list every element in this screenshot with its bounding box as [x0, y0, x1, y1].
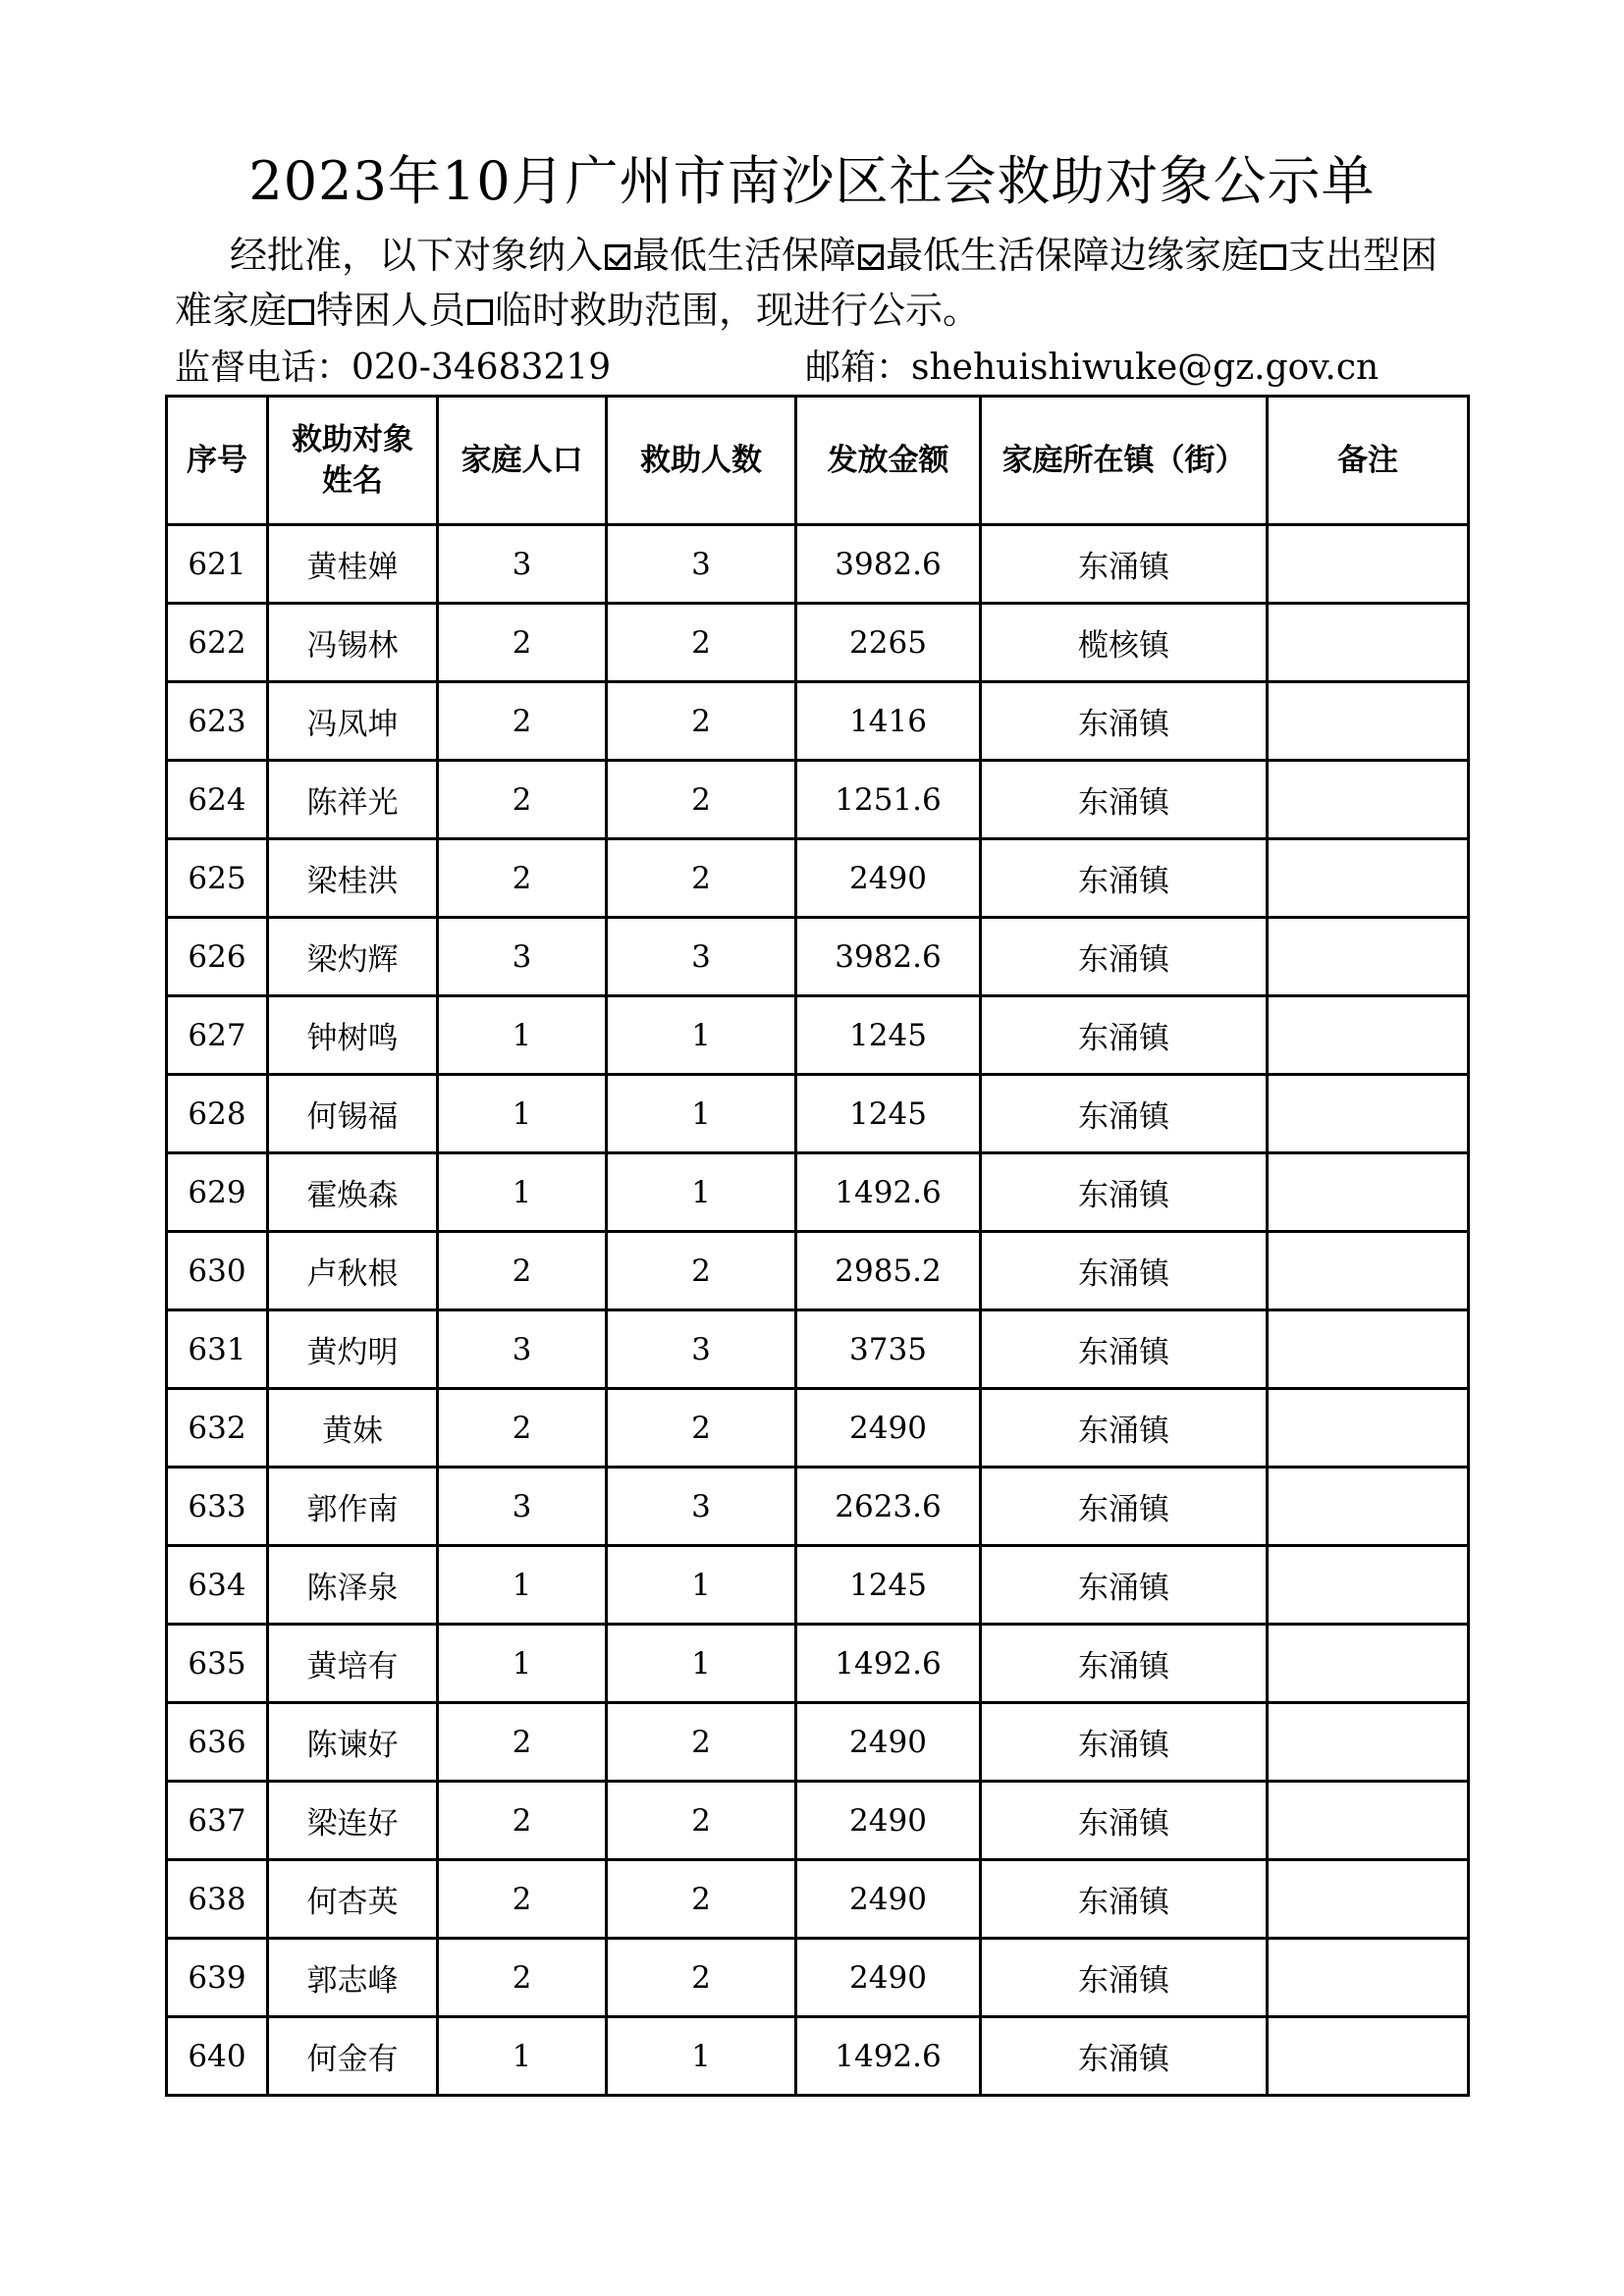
cell-remarks	[1268, 525, 1469, 604]
cell-aided-count: 1	[607, 996, 796, 1075]
option-label: 最低生活保障	[632, 234, 857, 277]
cell-aided-count: 2	[607, 682, 796, 761]
cell-household-size: 2	[438, 761, 607, 839]
header-town: 家庭所在镇（街）	[981, 397, 1268, 525]
cell-household-size: 3	[438, 1310, 607, 1389]
table-row	[167, 1153, 1469, 1232]
cell-remarks	[1268, 1468, 1469, 1546]
cell-remarks	[1268, 1232, 1469, 1310]
table-row	[167, 1782, 1469, 1860]
cell-serial: 632	[167, 1389, 268, 1468]
cell-serial: 626	[167, 918, 268, 996]
cell-aided-count: 1	[607, 1546, 796, 1625]
notice-paragraph	[175, 228, 1471, 338]
cell-name: 黄培有	[268, 1625, 438, 1703]
cell-amount: 2490	[796, 839, 981, 918]
cell-serial: 627	[167, 996, 268, 1075]
cell-name: 郭作南	[268, 1468, 438, 1546]
table-row	[167, 525, 1469, 604]
cell-town: 东涌镇	[981, 1782, 1268, 1860]
header-serial: 序号	[167, 397, 268, 525]
cell-household-size: 2	[438, 604, 607, 682]
cell-household-size: 2	[438, 1782, 607, 1860]
cell-aided-count: 2	[607, 1939, 796, 2017]
cell-amount: 1416	[796, 682, 981, 761]
cell-name: 霍焕森	[268, 1153, 438, 1232]
cell-amount: 1245	[796, 996, 981, 1075]
cell-aided-count: 1	[607, 1625, 796, 1703]
cell-aided-count: 2	[607, 1389, 796, 1468]
option-label: 临时救助	[495, 289, 645, 332]
cell-amount: 1492.6	[796, 1153, 981, 1232]
cell-name: 黄妹	[268, 1389, 438, 1468]
cell-name: 何锡福	[268, 1075, 438, 1153]
cell-serial: 629	[167, 1153, 268, 1232]
table-row	[167, 1389, 1469, 1468]
cell-remarks	[1268, 1153, 1469, 1232]
cell-aided-count: 3	[607, 525, 796, 604]
cell-remarks	[1268, 604, 1469, 682]
cell-household-size: 2	[438, 1703, 607, 1782]
cell-household-size: 2	[438, 682, 607, 761]
table-row	[167, 1468, 1469, 1546]
cell-amount: 3982.6	[796, 918, 981, 996]
table-row	[167, 1546, 1469, 1625]
cell-aided-count: 2	[607, 839, 796, 918]
header-household-size: 家庭人口	[438, 397, 607, 525]
cell-town: 东涌镇	[981, 1153, 1268, 1232]
cell-serial: 630	[167, 1232, 268, 1310]
cell-town: 东涌镇	[981, 2017, 1268, 2096]
cell-town: 东涌镇	[981, 1546, 1268, 1625]
cell-amount: 1245	[796, 1075, 981, 1153]
cell-town: 东涌镇	[981, 1703, 1268, 1782]
cell-amount: 2490	[796, 1703, 981, 1782]
cell-aided-count: 1	[607, 1075, 796, 1153]
table-row	[167, 604, 1469, 682]
cell-household-size: 1	[438, 1075, 607, 1153]
cell-name: 卢秋根	[268, 1232, 438, 1310]
cell-town: 东涌镇	[981, 918, 1268, 996]
cell-household-size: 2	[438, 839, 607, 918]
cell-household-size: 3	[438, 918, 607, 996]
table-row	[167, 1860, 1469, 1939]
cell-serial: 638	[167, 1860, 268, 1939]
cell-amount: 1492.6	[796, 1625, 981, 1703]
cell-remarks	[1268, 918, 1469, 996]
header-name: 救助对象 姓名	[268, 397, 438, 525]
cell-remarks	[1268, 1703, 1469, 1782]
cell-serial: 631	[167, 1310, 268, 1389]
cell-serial: 623	[167, 682, 268, 761]
cell-household-size: 1	[438, 996, 607, 1075]
cell-household-size: 2	[438, 1939, 607, 2017]
table-row	[167, 996, 1469, 1075]
cell-remarks	[1268, 996, 1469, 1075]
page-title: 2023年10月广州市南沙区社会救助对象公示单	[248, 150, 1376, 212]
option-label: 特困人员	[316, 289, 466, 332]
cell-remarks	[1268, 682, 1469, 761]
cell-aided-count: 1	[607, 2017, 796, 2096]
unchecked-box-icon	[289, 299, 314, 325]
cell-amount: 2490	[796, 1389, 981, 1468]
cell-town: 东涌镇	[981, 1232, 1268, 1310]
cell-aided-count: 2	[607, 1232, 796, 1310]
cell-town: 东涌镇	[981, 839, 1268, 918]
cell-aided-count: 2	[607, 761, 796, 839]
cell-amount: 2490	[796, 1782, 981, 1860]
cell-remarks	[1268, 1389, 1469, 1468]
cell-household-size: 1	[438, 1546, 607, 1625]
table-row	[167, 682, 1469, 761]
cell-remarks	[1268, 839, 1469, 918]
table-row	[167, 1310, 1469, 1389]
table-row	[167, 1939, 1469, 2017]
checked-box-icon	[858, 244, 884, 270]
table-row	[167, 1625, 1469, 1703]
header-aided-count: 救助人数	[607, 397, 796, 525]
header-remarks: 备注	[1268, 397, 1469, 525]
cell-town: 东涌镇	[981, 996, 1268, 1075]
cell-town: 东涌镇	[981, 1389, 1268, 1468]
assistance-table	[165, 395, 1470, 2097]
option-label: 支出型困难家庭	[175, 234, 1438, 332]
cell-household-size: 2	[438, 1232, 607, 1310]
cell-amount: 2490	[796, 1860, 981, 1939]
cell-name: 陈祥光	[268, 761, 438, 839]
cell-remarks	[1268, 1782, 1469, 1860]
cell-serial: 639	[167, 1939, 268, 2017]
cell-town: 东涌镇	[981, 1468, 1268, 1546]
cell-serial: 633	[167, 1468, 268, 1546]
table-header-row	[167, 397, 1469, 525]
cell-town: 东涌镇	[981, 761, 1268, 839]
cell-household-size: 1	[438, 2017, 607, 2096]
cell-amount: 2490	[796, 1939, 981, 2017]
cell-name: 郭志峰	[268, 1939, 438, 2017]
cell-name: 梁桂洪	[268, 839, 438, 918]
cell-amount: 2265	[796, 604, 981, 682]
table-body	[167, 525, 1469, 2096]
unchecked-box-icon	[1261, 244, 1286, 270]
cell-town: 东涌镇	[981, 1939, 1268, 2017]
cell-remarks	[1268, 1939, 1469, 2017]
cell-aided-count: 1	[607, 1153, 796, 1232]
cell-household-size: 3	[438, 1468, 607, 1546]
cell-amount: 2985.2	[796, 1232, 981, 1310]
option-label: 最低生活保障边缘家庭	[886, 234, 1260, 277]
cell-name: 梁灼辉	[268, 918, 438, 996]
cell-name: 冯凤坤	[268, 682, 438, 761]
table-row	[167, 1075, 1469, 1153]
checked-box-icon	[605, 244, 630, 270]
supervision-phone: 监督电话：020-34683219	[175, 347, 612, 388]
cell-serial: 628	[167, 1075, 268, 1153]
cell-aided-count: 3	[607, 918, 796, 996]
cell-name: 何杏英	[268, 1860, 438, 1939]
table-row	[167, 1703, 1469, 1782]
cell-remarks	[1268, 1546, 1469, 1625]
cell-amount: 2623.6	[796, 1468, 981, 1546]
contact-email: 邮箱：shehuishiwuke@gz.gov.cn	[805, 347, 1380, 388]
table-row	[167, 1232, 1469, 1310]
cell-serial: 634	[167, 1546, 268, 1625]
cell-town: 东涌镇	[981, 682, 1268, 761]
cell-household-size: 1	[438, 1153, 607, 1232]
cell-remarks	[1268, 761, 1469, 839]
cell-town: 东涌镇	[981, 1310, 1268, 1389]
cell-aided-count: 3	[607, 1310, 796, 1389]
cell-amount: 1245	[796, 1546, 981, 1625]
cell-amount: 3982.6	[796, 525, 981, 604]
cell-remarks	[1268, 1625, 1469, 1703]
cell-serial: 621	[167, 525, 268, 604]
cell-amount: 3735	[796, 1310, 981, 1389]
notice-intro: 经批准，以下对象纳入	[230, 234, 604, 277]
cell-serial: 625	[167, 839, 268, 918]
cell-aided-count: 2	[607, 604, 796, 682]
cell-name: 黄灼明	[268, 1310, 438, 1389]
cell-aided-count: 2	[607, 1782, 796, 1860]
cell-town: 东涌镇	[981, 525, 1268, 604]
cell-household-size: 1	[438, 1625, 607, 1703]
cell-name: 黄桂婵	[268, 525, 438, 604]
cell-town: 榄核镇	[981, 604, 1268, 682]
cell-town: 东涌镇	[981, 1075, 1268, 1153]
cell-town: 东涌镇	[981, 1860, 1268, 1939]
cell-name: 梁连好	[268, 1782, 438, 1860]
cell-name: 何金有	[268, 2017, 438, 2096]
cell-amount: 1251.6	[796, 761, 981, 839]
cell-aided-count: 2	[607, 1703, 796, 1782]
unchecked-box-icon	[467, 299, 493, 325]
cell-household-size: 2	[438, 1389, 607, 1468]
cell-remarks	[1268, 1860, 1469, 1939]
cell-serial: 624	[167, 761, 268, 839]
cell-remarks	[1268, 1310, 1469, 1389]
notice-suffix: 范围，现进行公示。	[644, 289, 981, 332]
cell-amount: 1492.6	[796, 2017, 981, 2096]
cell-town: 东涌镇	[981, 1625, 1268, 1703]
cell-household-size: 3	[438, 525, 607, 604]
cell-serial: 640	[167, 2017, 268, 2096]
cell-serial: 636	[167, 1703, 268, 1782]
cell-serial: 622	[167, 604, 268, 682]
header-amount: 发放金额	[796, 397, 981, 525]
table-row	[167, 918, 1469, 996]
cell-aided-count: 3	[607, 1468, 796, 1546]
cell-remarks	[1268, 1075, 1469, 1153]
cell-serial: 637	[167, 1782, 268, 1860]
cell-name: 钟树鸣	[268, 996, 438, 1075]
cell-household-size: 2	[438, 1860, 607, 1939]
cell-remarks	[1268, 2017, 1469, 2096]
cell-name: 陈谏好	[268, 1703, 438, 1782]
cell-name: 陈泽泉	[268, 1546, 438, 1625]
cell-aided-count: 2	[607, 1860, 796, 1939]
table-row	[167, 761, 1469, 839]
cell-serial: 635	[167, 1625, 268, 1703]
cell-name: 冯锡林	[268, 604, 438, 682]
table-row	[167, 2017, 1469, 2096]
table-row	[167, 839, 1469, 918]
